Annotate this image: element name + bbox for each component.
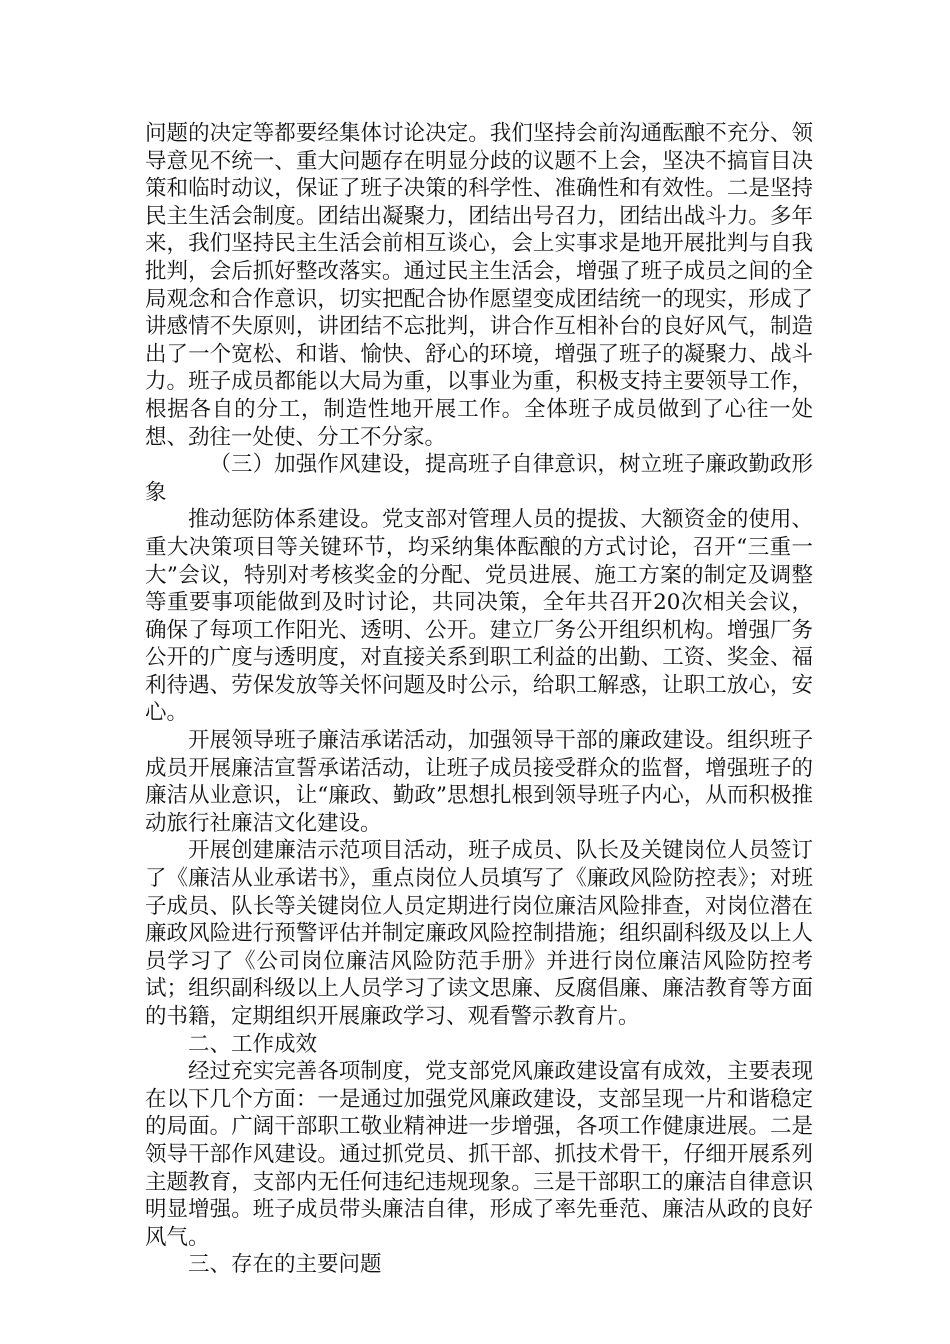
section-heading-work-style: （三）加强作风建设，提高班子自律意识，树立班子廉政勤政形象 bbox=[145, 452, 813, 505]
paragraph-integrity-pledge: 开展领导班子廉洁承诺活动，加强领导干部的廉政建设。组织班子成员开展廉洁宣誓承诺活动，让班子成员接受群众的监督，增强班子的廉洁从业意识，让“廉政、勤政”思想扎根到领导班子内心，从而积极推动旅行社廉洁文化建设。 bbox=[145, 728, 813, 836]
paragraph-results: 经过充实完善各项制度，党支部党风廉政建设富有成效，主要表现在以下几个方面：一是通过加强党风廉政建设，支部呈现一片和谐稳定的局面。广阔干部职工敬业精神进一步增强，各项工作健康进展。二是领导干部作风建设。通过抓党员、抓干部、抓技术骨干，仔细开展系列主题教育，支部内无任何违纪违规现象。三是干部职工的廉洁自律意识明显增强。班子成员带头廉洁自律，形成了率先垂范、廉洁从政的良好风气。 bbox=[145, 1059, 813, 1250]
document-body bbox=[145, 120, 813, 1279]
paragraph-integrity-demo-project: 开展创建廉洁示范项目活动，班子成员、队长及关键岗位人员签订了《廉洁从业承诺书》，重点岗位人员填写了《廉政风险防控表》；对班子成员、队长等关键岗位人员定期进行岗位廉洁风险排查，对岗位潜在廉政风险进行预警评估并制定廉政风险控制措施；组织副科级及以上人员学习了《公司岗位廉洁风险防范手册》并进行岗位廉洁风险防控考试；组织副科级以上人员学习了读文思廉、反腐倡廉、廉洁教育等方面的书籍，定期组织开展廉政学习、观看警示教育片。 bbox=[145, 838, 813, 1029]
paragraph-anti-corruption-system: 推动惩防体系建设。党支部对管理人员的提拔、大额资金的使用、重大决策项目等关键环节，均采纳集体酝酿的方式讨论，召开“三重一大”会议，特别对考核奖金的分配、党员进展、施工方案的制定及调整等重要事项能做到及时讨论，共同决策，全年共召开20次相关会议，确保了每项工作阳光、透明、公开。建立厂务公开组织机构。增强厂务公开的广度与透明度，对直接关系到职工利益的出勤、工资、奖金、福利待遇、劳保发放等关怀问题及时公示，给职工解惑，让职工放心，安心。 bbox=[145, 507, 813, 726]
section-heading-problems: 三、存在的主要问题 bbox=[188, 1252, 382, 1278]
section-heading-results: 二、工作成效 bbox=[188, 1031, 318, 1057]
paragraph-decision-making: 问题的决定等都要经集体讨论决定。我们坚持会前沟通酝酿不充分、领导意见不统一、重大问题存在明显分歧的议题不上会，坚决不搞盲目决策和临时动议，保证了班子决策的科学性、准确性和有效性。二是坚持民主生活会制度。团结出凝聚力，团结出号召力，团结出战斗力。多年来，我们坚持民主生活会前相互谈心，会上实事求是地开展批判与自我批判，会后抓好整改落实。通过民主生活会，增强了班子成员之间的全局观念和合作意识，切实把配合协作愿望变成团结统一的现实，形成了讲感情不失原则，讲团结不忘批判，讲合作互相补台的良好风气，制造出了一个宽松、和谐、愉快、舒心的环境，增强了班子的凝聚力、战斗力。班子成员都能以大局为重，以事业为重，积极支持主要领导工作，根据各自的分工，制造性地开展工作。全体班子成员做到了心往一处想、劲往一处使、分工不分家。 bbox=[145, 121, 813, 450]
